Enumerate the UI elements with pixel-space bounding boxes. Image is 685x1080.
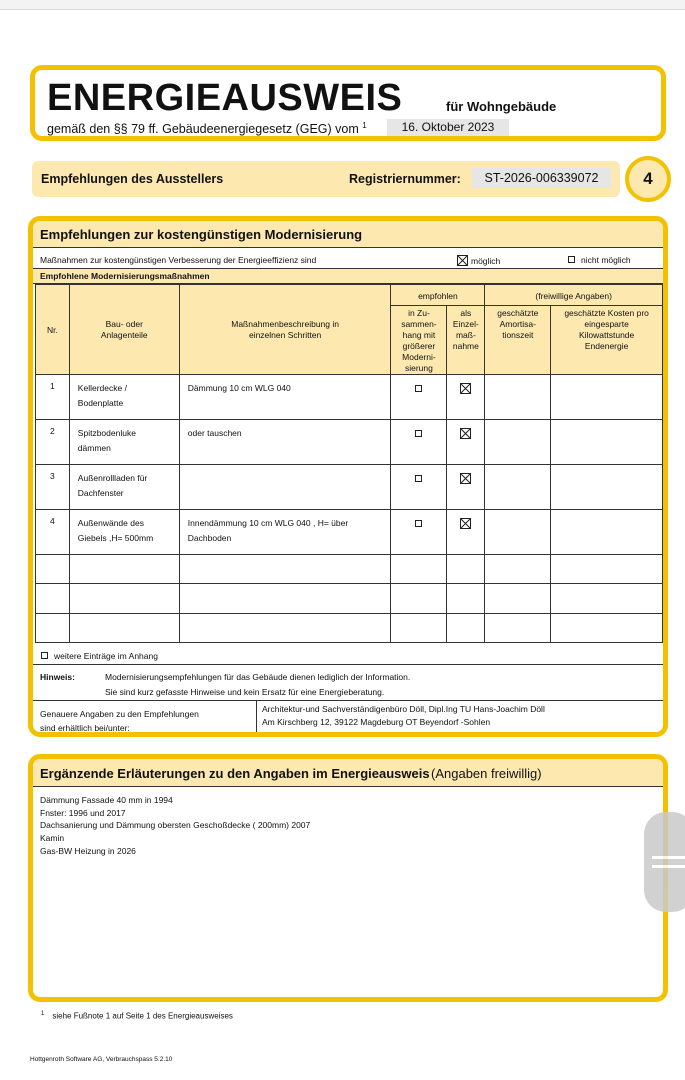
supplementary-line: Dachsanierung und Dämmung obersten Geschoßdecke ( 200mm) 2007	[40, 820, 311, 831]
row-component-line1: Kellerdecke /	[77, 383, 127, 393]
empty-checkbox-icon	[415, 520, 422, 527]
more-entries-label: weitere Einträge im Anhang	[54, 651, 158, 661]
row-single	[447, 420, 485, 465]
row-component-line1: Außenrollladen für	[77, 473, 148, 483]
supplementary-box	[28, 754, 668, 1002]
page-info-bar	[32, 161, 620, 197]
col-component: Bau- oder Anlagenteile	[69, 285, 179, 375]
col-costs: geschätzte Kosten pro eingesparte Kilowattstunde Endenergie	[551, 306, 663, 375]
table-row	[36, 375, 663, 420]
top-status-strip	[0, 0, 685, 10]
grip-line-icon	[652, 865, 685, 868]
row-component-line2: Giebels ,H= 500mm	[77, 533, 154, 543]
recommendations-box	[28, 216, 668, 737]
row-payback	[485, 420, 551, 465]
col-single: als Einzel-maß-nahme	[447, 306, 485, 375]
checked-box-icon	[460, 428, 471, 439]
checked-box-icon	[460, 473, 471, 484]
supplementary-line: Kamin	[40, 833, 65, 844]
row-single	[447, 465, 485, 510]
checked-box-icon	[457, 255, 468, 266]
row-payback	[485, 375, 551, 420]
row-component	[69, 420, 179, 465]
row-combined	[391, 465, 447, 510]
footnote-mark: 1	[41, 1011, 45, 1017]
row-nr: 4	[36, 510, 70, 555]
row-costs	[551, 510, 663, 555]
empty-table-row	[36, 555, 663, 584]
empty-checkbox-icon	[41, 652, 48, 659]
row-component-line2: Dachfenster	[77, 488, 124, 498]
col-combined: in Zu-sammen-hang mit größerer Moderni-sierung	[391, 306, 447, 375]
row-costs	[551, 420, 663, 465]
measures-intro: Maßnahmen zur kostengünstigen Verbesserung der Energieeffizienz sind	[40, 255, 317, 265]
details-address: Am Kirschberg 12, 39122 Magdeburg OT Beyendorf -Sohlen	[262, 717, 491, 727]
row-description	[179, 510, 391, 555]
supplementary-header	[33, 759, 663, 787]
col-recommended: empfohlen	[391, 285, 485, 306]
footnote-text: siehe Fußnote 1 auf Seite 1 des Energieausweises	[52, 1011, 233, 1021]
col-payback: geschätzte Amortisa-tionszeit	[485, 306, 551, 375]
supplementary-title: Ergänzende Erläuterungen zu den Angaben im Energieausweis	[40, 766, 430, 781]
row-single	[447, 510, 485, 555]
hint-line-2: Sie sind kurz gefasste Hinweise und kein Ersatz für eine Energieberatung.	[105, 687, 385, 697]
col-optional: (freiwillige Angaben)	[485, 285, 663, 306]
document-title: ENERGIEAUSWEIS	[47, 77, 403, 119]
law-reference	[47, 121, 367, 136]
option-not-possible-label: nicht möglich	[581, 255, 631, 265]
empty-checkbox-icon	[415, 430, 422, 437]
grip-line-icon	[652, 856, 685, 859]
supplementary-line: Dämmung Fassade 40 mm in 1994	[40, 795, 173, 805]
row-combined	[391, 420, 447, 465]
row-nr: 2	[36, 420, 70, 465]
row-single	[447, 375, 485, 420]
details-label-1: Genauere Angaben zu den Empfehlungen	[40, 709, 199, 719]
row-description	[179, 465, 391, 510]
details-divider	[256, 701, 257, 737]
supplementary-text	[40, 794, 310, 858]
details-section	[33, 701, 663, 737]
scroll-handle[interactable]	[644, 812, 685, 912]
footnote	[41, 1011, 233, 1021]
page-number-badge: 4	[625, 156, 671, 202]
checked-box-icon	[460, 383, 471, 394]
supplementary-line: Gas-BW Heizung in 2026	[40, 845, 136, 856]
more-entries	[41, 651, 158, 661]
empty-checkbox-icon	[415, 475, 422, 482]
row-component	[69, 510, 179, 555]
measures-header-row	[33, 269, 663, 284]
col-nr: Nr.	[36, 285, 70, 375]
recommendations-header	[33, 221, 663, 248]
row-component	[69, 375, 179, 420]
measures-possibility-row	[33, 248, 663, 269]
row-description-line1: Dämmung 10 cm WLG 040	[187, 383, 291, 393]
row-component-line1: Spitzbodenluke	[77, 428, 136, 438]
row-nr: 1	[36, 375, 70, 420]
registration-label: Registriernummer:	[349, 172, 461, 186]
row-combined	[391, 375, 447, 420]
row-description-line2: Dachboden	[187, 533, 232, 543]
row-description	[179, 375, 391, 420]
empty-checkbox-icon	[415, 385, 422, 392]
recommendations-title: Empfehlungen zur kostengünstigen Modernisierung	[40, 227, 363, 242]
section-label: Empfehlungen des Ausstellers	[41, 172, 224, 186]
details-issuer: Architektur-und Sachverständigenbüro Döll, Dipl.Ing TU Hans-Joachim Döll	[262, 704, 545, 714]
software-credit: Hottgenroth Software AG, Verbrauchspass 5.2.10	[30, 1056, 173, 1063]
law-date-field: 16. Oktober 2023	[387, 119, 509, 136]
empty-table-row	[36, 614, 663, 643]
hint-section	[33, 664, 663, 701]
row-costs	[551, 375, 663, 420]
row-payback	[485, 510, 551, 555]
details-label-2: sind erhältlich bei/unter:	[40, 723, 130, 733]
row-component-line1: Außenwände des	[77, 518, 144, 528]
table-row	[36, 420, 663, 465]
hint-label: Hinweis:	[40, 672, 75, 682]
law-footnote-mark: 1	[362, 121, 367, 130]
checked-box-icon	[460, 518, 471, 529]
supplementary-line: Fnster: 1996 und 2017	[40, 807, 126, 818]
row-description	[179, 420, 391, 465]
row-component-line2: Bodenplatte	[77, 398, 124, 408]
table-row	[36, 510, 663, 555]
row-costs	[551, 465, 663, 510]
registration-number-field: ST-2026-006339072	[472, 168, 611, 188]
row-description-line1: Innendämmung 10 cm WLG 040 , H= über	[187, 518, 349, 528]
document-subtitle: für Wohngebäude	[446, 99, 557, 114]
row-description-line1: oder tauschen	[187, 428, 242, 438]
row-nr: 3	[36, 465, 70, 510]
row-component	[69, 465, 179, 510]
table-row	[36, 465, 663, 510]
row-component-line2: dämmen	[77, 443, 111, 453]
hint-line-1: Modernisierungsempfehlungen für das Gebäude dienen lediglich der Information.	[105, 672, 411, 682]
option-not-possible	[568, 255, 631, 265]
col-description: Maßnahmenbeschreibung in einzelnen Schritten	[179, 285, 391, 375]
measures-table	[35, 284, 663, 643]
measures-header: Empfohlene Modernisierungsmaßnahmen	[40, 271, 210, 281]
empty-table-row	[36, 584, 663, 614]
row-combined	[391, 510, 447, 555]
supplementary-title-suffix: (Angaben freiwillig)	[431, 766, 542, 781]
option-possible-label: möglich	[471, 256, 501, 266]
law-text: gemäß den §§ 79 ff. Gebäudeenergiegesetz (GEG) vom	[47, 122, 359, 137]
certificate-header	[30, 65, 666, 141]
row-payback	[485, 465, 551, 510]
empty-checkbox-icon	[568, 256, 575, 263]
option-possible	[457, 255, 500, 266]
